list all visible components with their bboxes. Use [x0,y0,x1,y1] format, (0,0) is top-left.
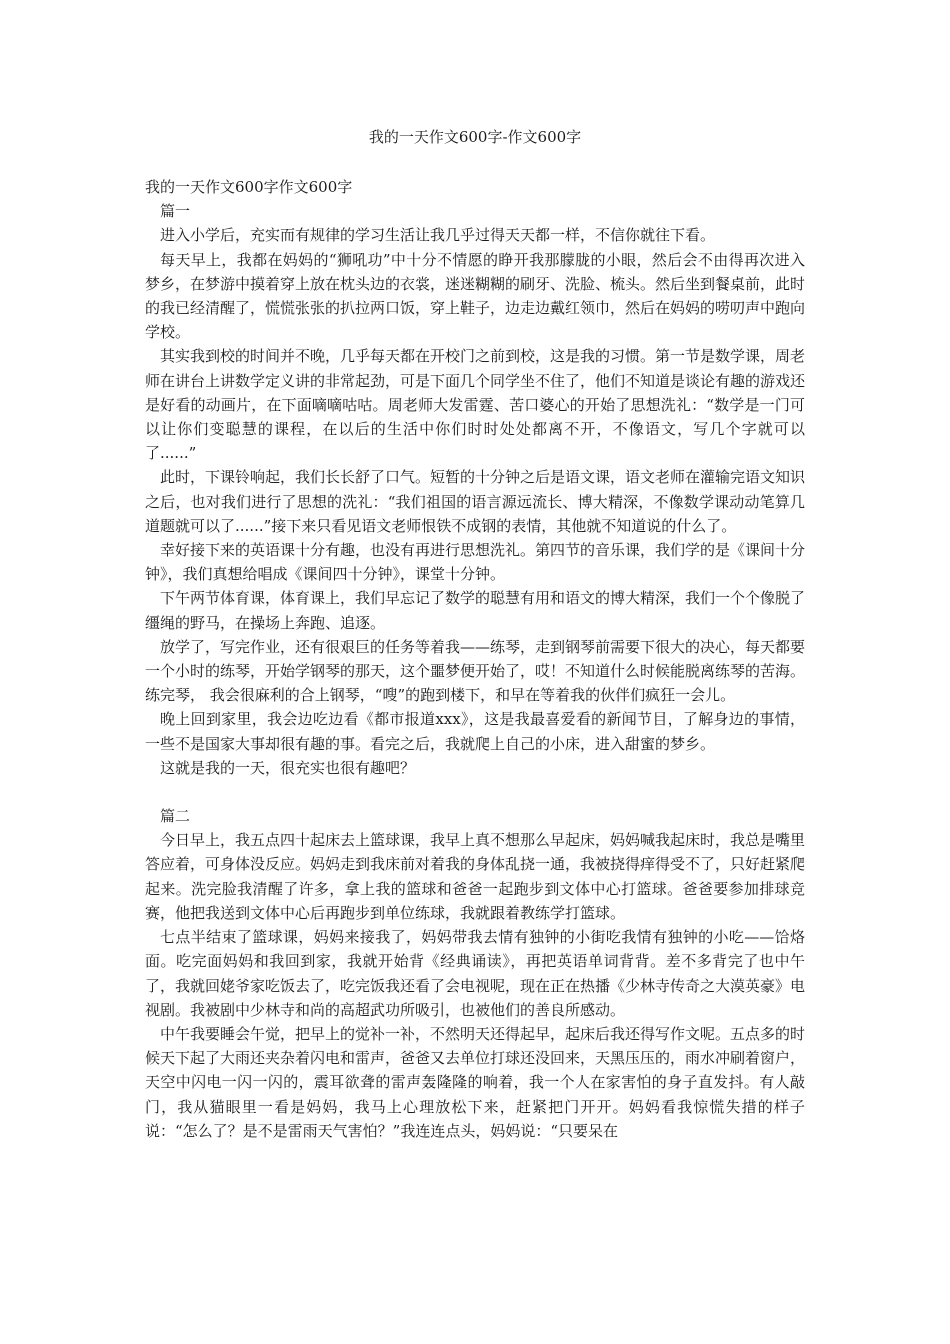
section-1 [145,199,805,780]
paragraph: 这就是我的一天，很充实也很有趣吧？ [160,758,416,777]
paragraph: 其实我到校的时间并不晚，几乎每天都在开校门之前到校，这是我的习惯。第一节是数学课，周老师在讲台上讲数学定义讲的非常起劲，可是下面几个同学坐不住了，他们不知道是谈论有趣的游戏还是好看的动画片，在下面嘀嘀咕咕。周老师大发雷霆、苦口婆心的开始了思想洗礼：“数学是一门可以让你们变聪慧的课程，在以后的生活中你们时时处处都离不开，不像语文，写几个字就可以了......” [145,347,806,463]
paragraph: 幸好接下来的英语课十分有趣，也没有再进行思想洗礼。第四节的音乐课，我们学的是《课间十分钟》，我们真想给唱成《课间四十分钟》，课堂十分钟。 [145,541,806,584]
document-title: 我的一天作文600字-作文600字 [368,128,582,146]
paragraph: 中午我要睡会午觉，把早上的觉补一补，不然明天还得起早，起床后我还得写作文呢。五点多的时候天下起了大雨还夹杂着闪电和雷声，爸爸又去单位打球还没回来，天黑压压的，雨水冲刷着窗户，天空中闪电一闪一闪的，震耳欲聋的雷声轰隆隆的响着，我一个人在家害怕的身子直发抖。有人敲门，我从猫眼里一看是妈妈，我马上心理放松下来，赶紧把门开开。妈妈看我惊慌失措的样子说：“怎么了？是不是雷雨天气害怕？”我连连点头，妈妈说：“只要呆在 [145,1024,806,1140]
section-label: 篇一 [160,202,191,221]
section-2 [145,804,805,1143]
document-subtitle: 我的一天作文600字作文600字 [145,178,353,196]
paragraph: 下午两节体育课，体育课上，我们早忘记了数学的聪慧有用和语文的博大精深，我们一个个像脱了缰绳的野马，在操场上奔跑、追逐。 [145,589,806,632]
paragraph: 晚上回到家里，我会边吃边看《都市报道xxx》，这是我最喜爱看的新闻节目，了解身边的事情，一些不是国家大事却很有趣的事。看完之后，我就爬上自己的小床，进入甜蜜的梦乡。 [145,710,805,753]
paragraph: 每天早上，我都在妈妈的“狮吼功”中十分不情愿的睁开我那朦胧的小眼，然后会不由得再次进入梦乡，在梦游中摸着穿上放在枕头边的衣裳，迷迷糊糊的刷牙、洗脸、梳头。然后坐到餐桌前，此时的我已经清醒了，慌慌张张的扒拉两口饭，穿上鞋子，边走边戴红领巾，然后在妈妈的唠叨声中跑向学校。 [145,250,806,342]
paragraph: 此时，下课铃响起，我们长长舒了口气。短暂的十分钟之后是语文课，语文老师在灌输完语文知识之后，也对我们进行了思想的洗礼：“我们祖国的语言源远流长、博大精深，不像数学课动动笔算几道题就可以了......”接下来只看见语文老师恨铁不成钢的表情，其他就不知道说的什么了。 [145,468,806,535]
paragraph: 今日早上，我五点四十起床去上篮球课，我早上真不想那么早起床，妈妈喊我起床时，我总是嘴里答应着，可身体没反应。妈妈走到我床前对着我的身体乱挠一通，我被挠得痒得受不了，只好赶紧爬起来。洗完脸我清醒了许多，拿上我的篮球和爸爸一起跑步到文体中心打篮球。爸爸要参加排球竞赛，他把我送到文体中心后再跑步到单位练球，我就跟着教练学打篮球。 [145,831,806,922]
section-spacer [145,780,805,804]
section-label: 篇二 [160,807,191,826]
document-body [145,175,805,1143]
paragraph: 放学了，写完作业，还有很艰巨的任务等着我——练琴，走到钢琴前需要下很大的决心，每天都要一个小时的练琴，开始学钢琴的那天，这个噩梦便开始了，哎！不知道什么时候能脱离练琴的苦海。练完琴， 我会很麻利的合上钢琴，“嗖”的跑到楼下，和早在等着我的伙伴们疯狂一会儿。 [145,637,806,705]
paragraph: 进入小学后，充实而有规律的学习生活让我几乎过得天天都一样，不信你就往下看。 [160,226,716,245]
paragraph: 七点半结束了篮球课，妈妈来接我了，妈妈带我去情有独钟的小街吃我情有独钟的小吃——饸烙面。吃完面妈妈和我回到家，我就开始背《经典诵读》，再把英语单词背背。差不多背完了也中午了，我就回姥爷家吃饭去了，吃完饭我还看了会电视呢，现在正在热播《少林寺传奇之大漠英豪》电视剧。我被剧中少林寺和尚的高超武功所吸引，也被他们的善良所感动。 [145,928,806,1019]
